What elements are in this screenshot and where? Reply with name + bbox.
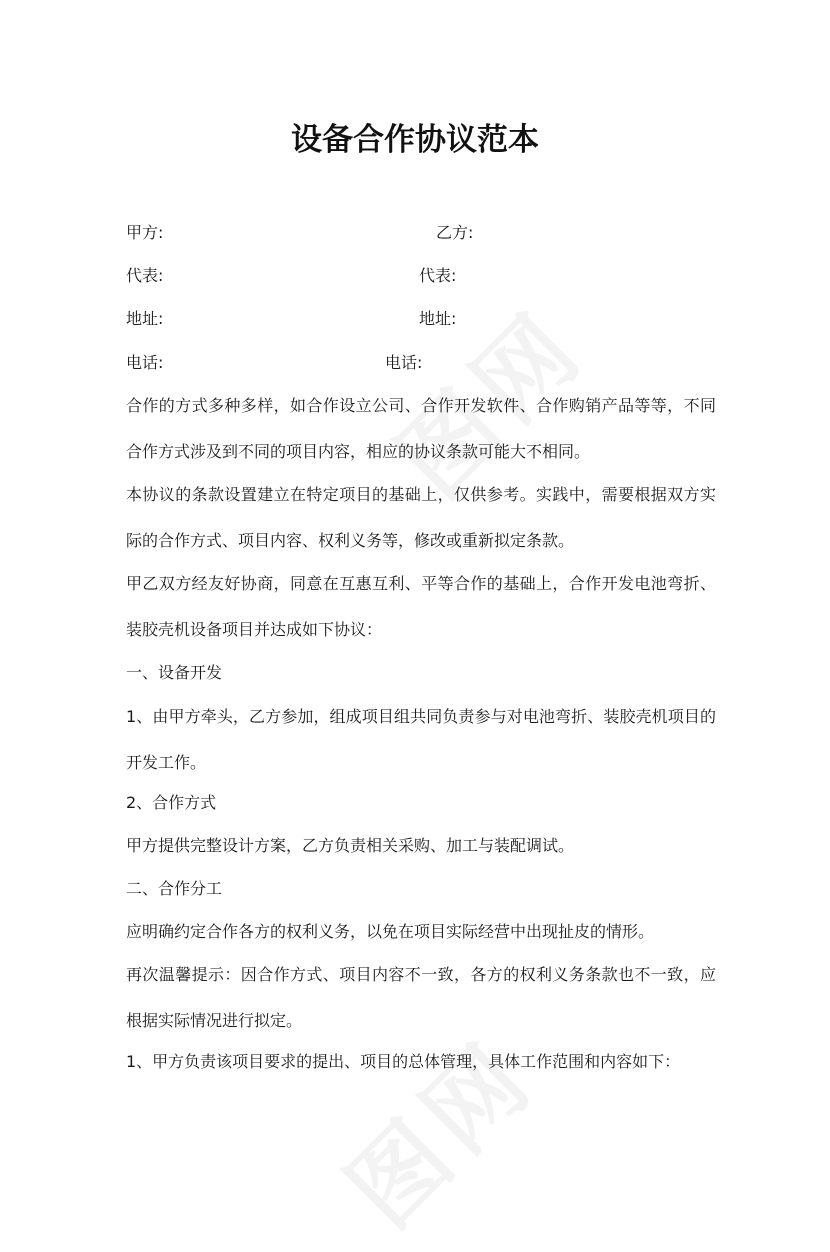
- phone-a-label: 电话:: [126, 353, 164, 372]
- document-title: 设备合作协议范本: [291, 122, 539, 158]
- paragraph-design-and-procurement: 甲方提供完整设计方案，乙方负责相关采购、加工与装配调试。: [126, 836, 575, 855]
- section-heading-equipment-development: 一、设备开发: [126, 663, 223, 682]
- section-heading-division-of-work: 二、合作分工: [126, 879, 223, 898]
- address-a-label: 地址:: [126, 309, 164, 328]
- representative-b-label: 代表:: [419, 266, 457, 285]
- address-b-label: 地址:: [419, 309, 457, 328]
- party-a-label: 甲方:: [126, 223, 164, 242]
- paragraph-reference-note: 本协议的条款设置建立在特定项目的基础上，仅供参考。实践中，需要根据双方实际的合作方式、项目内容、权利义务等，修改或重新拟定条款。: [126, 485, 716, 550]
- representative-a-label: 代表:: [126, 266, 164, 285]
- paragraph-cooperation-methods: 合作的方式多种多样，如合作设立公司、合作开发软件、合作购销产品等等，不同合作方式涉及到不同的项目内容，相应的协议条款可能大不相同。: [126, 396, 716, 461]
- phone-b-label: 电话:: [385, 353, 423, 372]
- paragraph-party-a-duties: 1、甲方负责该项目要求的提出、项目的总体管理，具体工作范围和内容如下：: [126, 1052, 681, 1071]
- paragraph-reminder: 再次温馨提示：因合作方式、项目内容不一致，各方的权利义务条款也不一致，应根据实际情况进行拟定。: [126, 965, 716, 1030]
- paragraph-clause-1: 1、由甲方牵头，乙方参加，组成项目组共同负责参与对电池弯折、装胶壳机项目的开发工作。: [126, 707, 716, 772]
- party-b-label: 乙方:: [436, 223, 474, 242]
- paragraph-rights-obligations: 应明确约定合作各方的权利义务，以免在项目实际经营中出现扯皮的情形。: [126, 922, 655, 941]
- subheading-cooperation-method: 2、合作方式: [126, 793, 217, 812]
- paragraph-agreement-intro: 甲乙双方经友好协商，同意在互惠互利、平等合作的基础上，合作开发电池弯折、装胶壳机设备项目并达成如下协议：: [126, 574, 716, 639]
